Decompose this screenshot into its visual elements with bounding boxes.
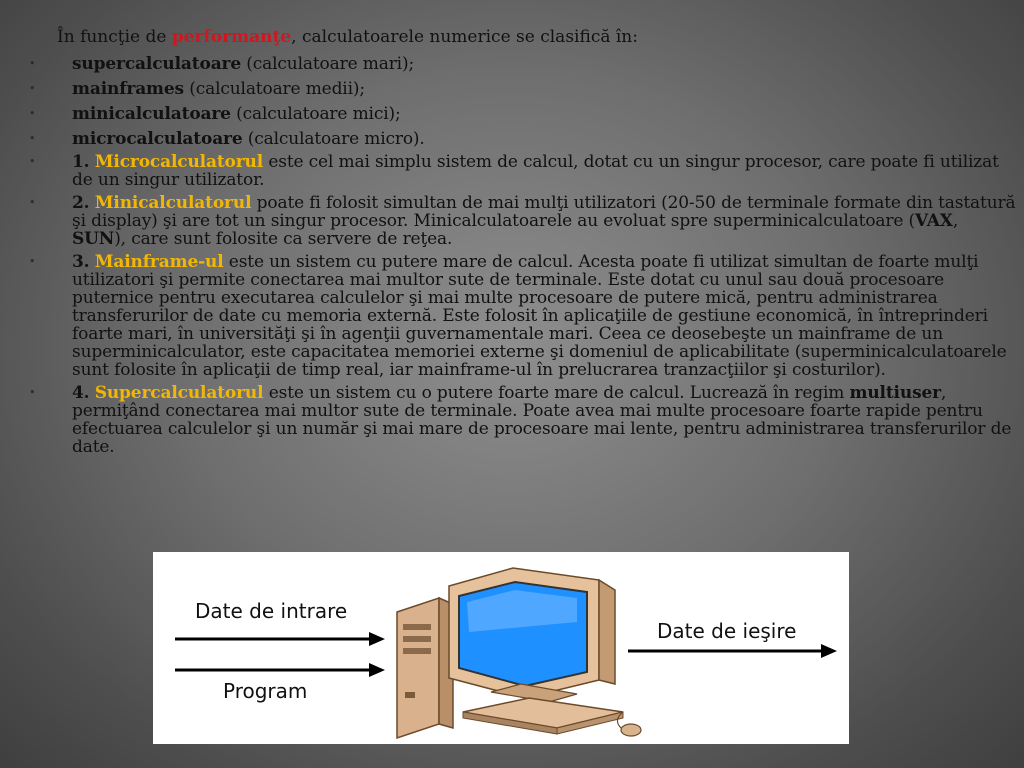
input-label: Date de intrare — [195, 599, 348, 623]
bullet-icon: • — [29, 57, 36, 70]
comma: , — [952, 211, 959, 231]
item-term: supercalculatoare — [72, 54, 242, 74]
item-text-a: este un sistem cu o putere foarte mare de calcul. Lucrează în regim — [263, 383, 850, 403]
bullet-icon: • — [29, 255, 36, 268]
item-term: microcalculatoare — [72, 129, 243, 149]
bullet-icon: • — [29, 386, 36, 399]
list-item-microcalculatoare — [29, 128, 1016, 150]
input-arrow — [175, 632, 385, 646]
item-name: Microcalculatorul — [94, 152, 264, 172]
bullet-icon: • — [29, 155, 36, 168]
item-number: 3. — [72, 252, 90, 272]
item-text-b: , permiţând conectarea mai multor sute de terminale. Poate avea mai multe procesoare foarte rapide pentru efectuarea calculelor şi un număr şi mai mare de procesoare mai lente, pentru administrarea transferurilor de date. — [72, 383, 1012, 457]
item-name: Minicalculatorul — [94, 193, 252, 213]
bullet-icon: • — [29, 107, 36, 120]
vax-term: VAX — [915, 211, 953, 231]
list-item-mainframe-detail — [29, 252, 1016, 380]
item-text-b: ), care sunt folosite ca servere de reţea. — [114, 229, 453, 249]
output-label: Date de ieşire — [657, 619, 797, 643]
list-item-supercalculatoare — [29, 53, 1016, 75]
bullet-icon: • — [29, 82, 36, 95]
bullet-icon: • — [29, 196, 36, 209]
item-term: mainframes — [72, 79, 184, 99]
output-arrow — [628, 644, 837, 658]
item-name: Mainframe-ul — [94, 252, 224, 272]
list-item-supercalculator-detail — [29, 383, 1016, 457]
item-number: 2. — [72, 193, 90, 213]
list-item-microcalculator-detail — [29, 152, 1016, 190]
bullet-list — [0, 53, 1016, 461]
intro-text — [57, 27, 638, 48]
program-label: Program — [223, 679, 308, 703]
item-desc: (calculatoare micro). — [242, 129, 425, 149]
item-text: este cel mai simplu sistem de calcul, dotat cu un singur procesor, care poate fi utilizat de un singur utilizator. — [72, 152, 999, 190]
intro-prefix: În funcţie de — [57, 27, 172, 47]
program-arrow — [175, 663, 385, 677]
item-term: minicalculatoare — [72, 104, 231, 124]
item-number: 4. — [72, 383, 90, 403]
mode-term: multiuser — [849, 383, 941, 403]
item-desc: (calculatoare medii); — [183, 79, 365, 99]
sun-term: SUN — [72, 229, 115, 249]
item-desc: (calculatoare mari); — [241, 54, 415, 74]
item-name: Supercalculatorul — [94, 383, 264, 403]
list-item-mainframes — [29, 78, 1016, 100]
item-number: 1. — [72, 152, 90, 172]
list-item-minicalculatoare — [29, 103, 1016, 125]
computer-icon — [397, 568, 641, 738]
computer-diagram — [153, 552, 849, 744]
bullet-icon: • — [29, 132, 36, 145]
diagram-svg — [153, 552, 849, 744]
item-text: este un sistem cu putere mare de calcul. Acesta poate fi utilizat simultan de foarte mulţi utilizatori şi permite conectarea mai multor sute de terminale. Este dotat cu unul sau două procesoare puternice pentru executarea calculelor şi mai multe procesoare de putere mică, pentru administrarea transferurilor de date cu memoria externă. Este folosit în aplicaţiile de gestiune economică, în întreprinderi foarte mari, în universităţi şi în agenţii guvernamentale mari. Ceea ce deosebeşte un mainframe de un superminicalculator, este capacitatea memoriei externe şi domeniul de aplicabilitate (superminicalculatoarele sunt folosite în aplicaţii de timp real, iar mainframe-ul în prelucrarea tranzacţiilor şi costurilor). — [72, 252, 1007, 380]
item-desc: (calculatoare mici); — [230, 104, 401, 124]
list-item-minicalculator-detail — [29, 193, 1016, 249]
intro-suffix: , calculatoarele numerice se clasifică în: — [291, 27, 638, 47]
intro-highlight: performanţe — [171, 27, 292, 47]
item-text-a: poate fi folosit simultan de mai mulţi utilizatori (20-50 de terminale formate din tastatură şi display) şi are tot un singur procesor. Minicalculatoarele au evoluat spre superminicalculatoare ( — [72, 193, 1016, 231]
